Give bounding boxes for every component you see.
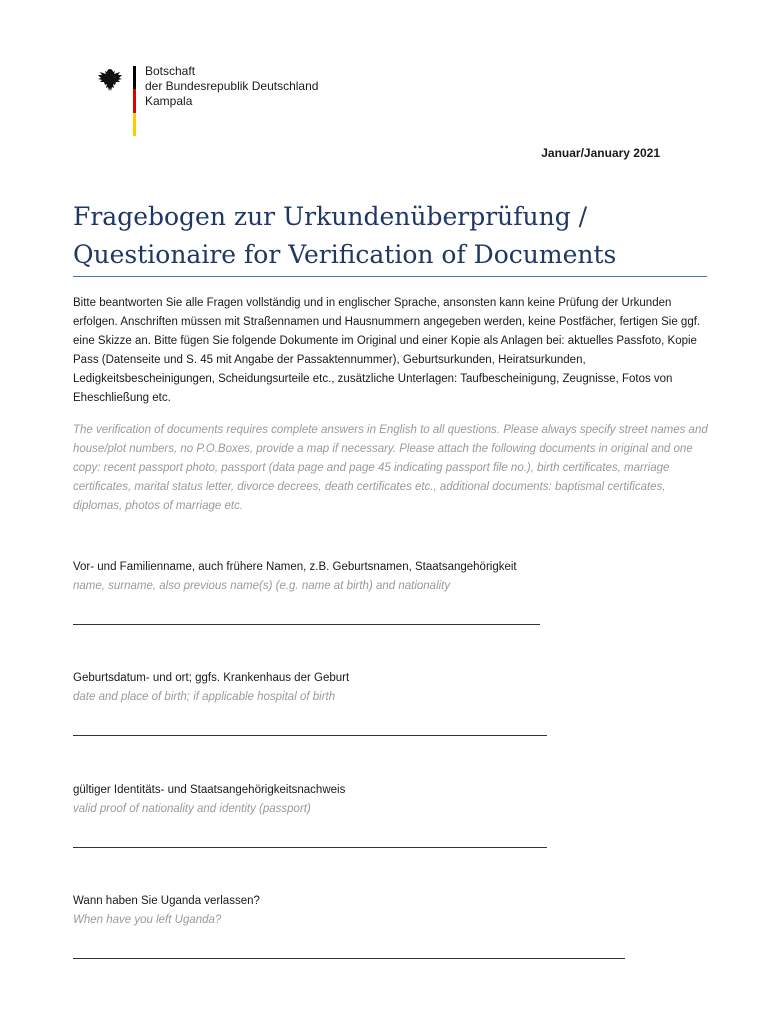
flag-stripe-red <box>133 89 136 112</box>
federal-eagle-icon <box>95 66 125 96</box>
question-label-en: When have you left Uganda? <box>73 914 222 926</box>
title-line-de: Fragebogen zur Urkundenüberprüfung / <box>73 202 588 231</box>
question-label-de: Wann haben Sie Uganda verlassen? <box>73 895 260 907</box>
question-name <box>73 558 713 596</box>
org-line-3: Kampala <box>145 94 193 108</box>
question-label-en: name, surname, also previous name(s) (e.g. name at birth) and nationality <box>73 580 451 592</box>
flag-stripe-gold <box>133 113 136 136</box>
intro-english: The verification of documents requires complete answers in English to all questions. Please always specify street names and house/plot numbers, no P.O.Boxes, provide a map if necessary. Please attach the following documents in original and one copy: recent passport photo, passport (data page and page 45 indicating passport file no.), birth certificates, marriage certificates, marital status letter, divorce decrees, death certificates etc., additional documents: baptismal certificates, diplomas, photos of marriage etc. <box>73 424 708 512</box>
answer-line-identity[interactable] <box>73 847 547 848</box>
page-title <box>73 198 713 274</box>
question-label-de: gültiger Identitäts- und Staatsangehörigkeitsnachweis <box>73 784 346 796</box>
title-underline <box>73 276 707 277</box>
flag-stripe-black <box>133 66 136 89</box>
question-label-de: Vor- und Familienname, auch frühere Namen, z.B. Geburtsnamen, Staatsangehörigkeit <box>73 561 517 573</box>
org-line-1: Botschaft <box>145 64 196 78</box>
intro-german: Bitte beantworten Sie alle Fragen vollständig und in englischer Sprache, ansonsten kann keine Prüfung der Urkunden erfolgen. Anschriften müssen mit Straßennamen und Hausnummern angegeben werden, keine Postfächer, fertigen Sie ggf. eine Skizze an. Bitte fügen Sie folgende Dokumente im Original und einer Kopie als Anlagen bei: aktuelles Passfoto, Kopie Pass (Datenseite und S. 45 mit Angabe der Passaktennummer), Geburtsurkunden, Heiratsurkunden, Ledigkeitsbescheinigungen, Scheidungsurteile etc., zusätzliche Unterlagen: Taufbescheinigung, Zeugnisse, Fotos von Eheschließung etc. <box>73 297 701 404</box>
question-label-en: date and place of birth; if applicable hospital of birth <box>73 691 336 703</box>
org-line-2: der Bundesrepublik Deutschland <box>145 79 319 93</box>
embassy-name <box>145 64 318 109</box>
title-line-en: Questionaire for Verification of Documents <box>73 240 617 269</box>
document-date: Januar/January 2021 <box>541 146 660 160</box>
question-birth <box>73 669 713 707</box>
answer-line-left-uganda[interactable] <box>73 958 625 959</box>
question-label-en: valid proof of nationality and identity (passport) <box>73 803 311 815</box>
flag-bar <box>133 66 136 136</box>
answer-line-birth[interactable] <box>73 735 547 736</box>
question-identity <box>73 781 713 819</box>
answer-line-name[interactable] <box>73 624 540 625</box>
question-label-de: Geburtsdatum- und ort; ggfs. Krankenhaus der Geburt <box>73 672 350 684</box>
question-left-uganda <box>73 892 713 930</box>
